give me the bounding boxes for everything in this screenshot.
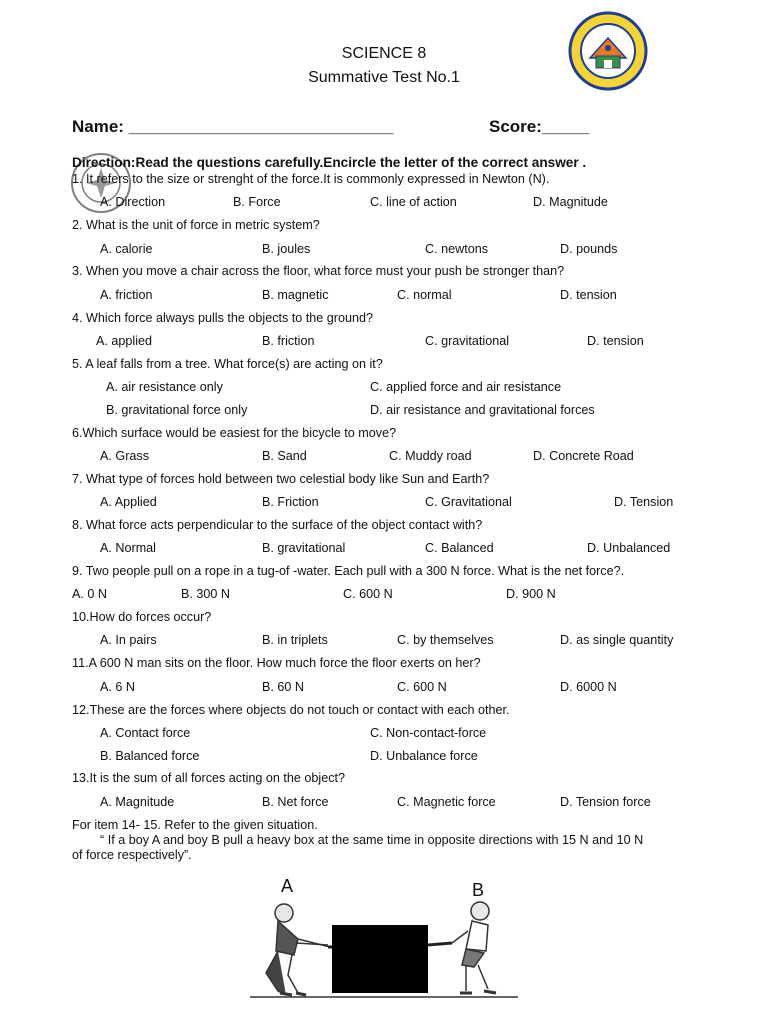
- option[interactable]: B. gravitational force only: [106, 403, 248, 417]
- option[interactable]: C. line of action: [370, 195, 457, 209]
- question-text: 12.These are the forces where objects do not touch or contact with each other.: [72, 703, 510, 717]
- option[interactable]: B. 300 N: [181, 587, 231, 601]
- option[interactable]: C. newtons: [425, 242, 488, 256]
- option[interactable]: C. by themselves: [397, 633, 494, 647]
- option[interactable]: D. Unbalanced: [587, 541, 671, 555]
- situation-intro: For item 14- 15. Refer to the given situation.: [72, 818, 318, 832]
- directions: Direction:Read the questions carefully.Encircle the letter of the correct answer .: [72, 155, 587, 170]
- option[interactable]: D. Concrete Road: [533, 449, 634, 463]
- option[interactable]: A. Direction: [100, 195, 166, 209]
- boy-b-figure: [452, 902, 496, 993]
- option[interactable]: D. Unbalance force: [370, 749, 478, 763]
- option[interactable]: A. Contact force: [100, 726, 191, 740]
- option[interactable]: C. Magnetic force: [397, 795, 496, 809]
- option[interactable]: B. Friction: [262, 495, 319, 509]
- question-text: 8. What force acts perpendicular to the surface of the object contact with?: [72, 518, 483, 532]
- question-text: 13.It is the sum of all forces acting on the object?: [72, 771, 346, 785]
- option[interactable]: D. as single quantity: [560, 633, 674, 647]
- option[interactable]: D. Tension: [614, 495, 674, 509]
- option[interactable]: C. Non-contact-force: [370, 726, 487, 740]
- question-text: 5. A leaf falls from a tree. What force(s) are acting on it?: [72, 357, 383, 371]
- tug-of-war-illustration: [240, 895, 530, 1005]
- option[interactable]: D. 900 N: [506, 587, 556, 601]
- option[interactable]: B. friction: [262, 334, 315, 348]
- option[interactable]: B. magnetic: [262, 288, 329, 302]
- situation-line: of force respectively”.: [72, 848, 192, 862]
- question-text: 1. It refers to the size or strenght of the force.It is commonly expressed in Newton (N).: [72, 172, 550, 186]
- option[interactable]: C. applied force and air resistance: [370, 380, 562, 394]
- test-title: Summative Test No.1: [308, 69, 460, 86]
- option[interactable]: B. Net force: [262, 795, 329, 809]
- option[interactable]: B. joules: [262, 242, 311, 256]
- name-field[interactable]: Name: ____________________________: [72, 117, 394, 136]
- option[interactable]: D. pounds: [560, 242, 618, 256]
- boy-a-label: A: [281, 876, 294, 896]
- question-text: 11.A 600 N man sits on the floor. How much force the floor exerts on her?: [72, 656, 481, 670]
- option[interactable]: B. gravitational: [262, 541, 346, 555]
- option[interactable]: C. gravitational: [425, 334, 509, 348]
- option[interactable]: A. Normal: [100, 541, 156, 555]
- option[interactable]: B. in triplets: [262, 633, 328, 647]
- option[interactable]: C. normal: [397, 288, 452, 302]
- option[interactable]: A. air resistance only: [106, 380, 223, 394]
- question-text: 9. Two people pull on a rope in a tug-of -water. Each pull with a 300 N force. What is the net force?.: [72, 564, 625, 578]
- question-text: 7. What type of forces hold between two celestial body like Sun and Earth?: [72, 472, 490, 486]
- question-text: 2. What is the unit of force in metric system?: [72, 218, 320, 232]
- option[interactable]: A. 0 N: [72, 587, 107, 601]
- option[interactable]: D. Tension force: [560, 795, 651, 809]
- option[interactable]: B. Balanced force: [100, 749, 200, 763]
- option[interactable]: C. Balanced: [425, 541, 494, 555]
- heavy-box: [332, 925, 428, 993]
- option[interactable]: B. Force: [233, 195, 281, 209]
- question-text: 10.How do forces occur?: [72, 610, 212, 624]
- option[interactable]: A. applied: [96, 334, 153, 348]
- question-text: 3. When you move a chair across the floor, what force must your push be stronger than?: [72, 264, 565, 278]
- option[interactable]: A. Grass: [100, 449, 149, 463]
- option[interactable]: C. 600 N: [397, 680, 447, 694]
- option[interactable]: B. 60 N: [262, 680, 304, 694]
- boy-a-figure: [266, 904, 330, 995]
- option[interactable]: D. tension: [560, 288, 617, 302]
- option[interactable]: B. Sand: [262, 449, 307, 463]
- option[interactable]: C. Gravitational: [425, 495, 512, 509]
- option[interactable]: A. friction: [100, 288, 153, 302]
- situation-line: “ If a boy A and boy B pull a heavy box at the same time in opposite directions with 15 N and 10 N: [100, 833, 644, 847]
- question-text: 4. Which force always pulls the objects to the ground?: [72, 311, 374, 325]
- option[interactable]: A. calorie: [100, 242, 153, 256]
- question-text: 6.Which surface would be easiest for the bicycle to move?: [72, 426, 397, 440]
- score-field[interactable]: Score:_____: [489, 117, 590, 136]
- subject-title: SCIENCE 8: [341, 45, 427, 62]
- option[interactable]: A. Applied: [100, 495, 157, 509]
- option[interactable]: C. Muddy road: [389, 449, 472, 463]
- option[interactable]: D. air resistance and gravitational forces: [370, 403, 595, 417]
- option[interactable]: A. Magnitude: [100, 795, 175, 809]
- option[interactable]: A. In pairs: [100, 633, 157, 647]
- option[interactable]: D. tension: [587, 334, 644, 348]
- option[interactable]: D. Magnitude: [533, 195, 608, 209]
- option[interactable]: A. 6 N: [100, 680, 135, 694]
- option[interactable]: D. 6000 N: [560, 680, 617, 694]
- boy-b-label: B: [472, 880, 485, 900]
- option[interactable]: C. 600 N: [343, 587, 393, 601]
